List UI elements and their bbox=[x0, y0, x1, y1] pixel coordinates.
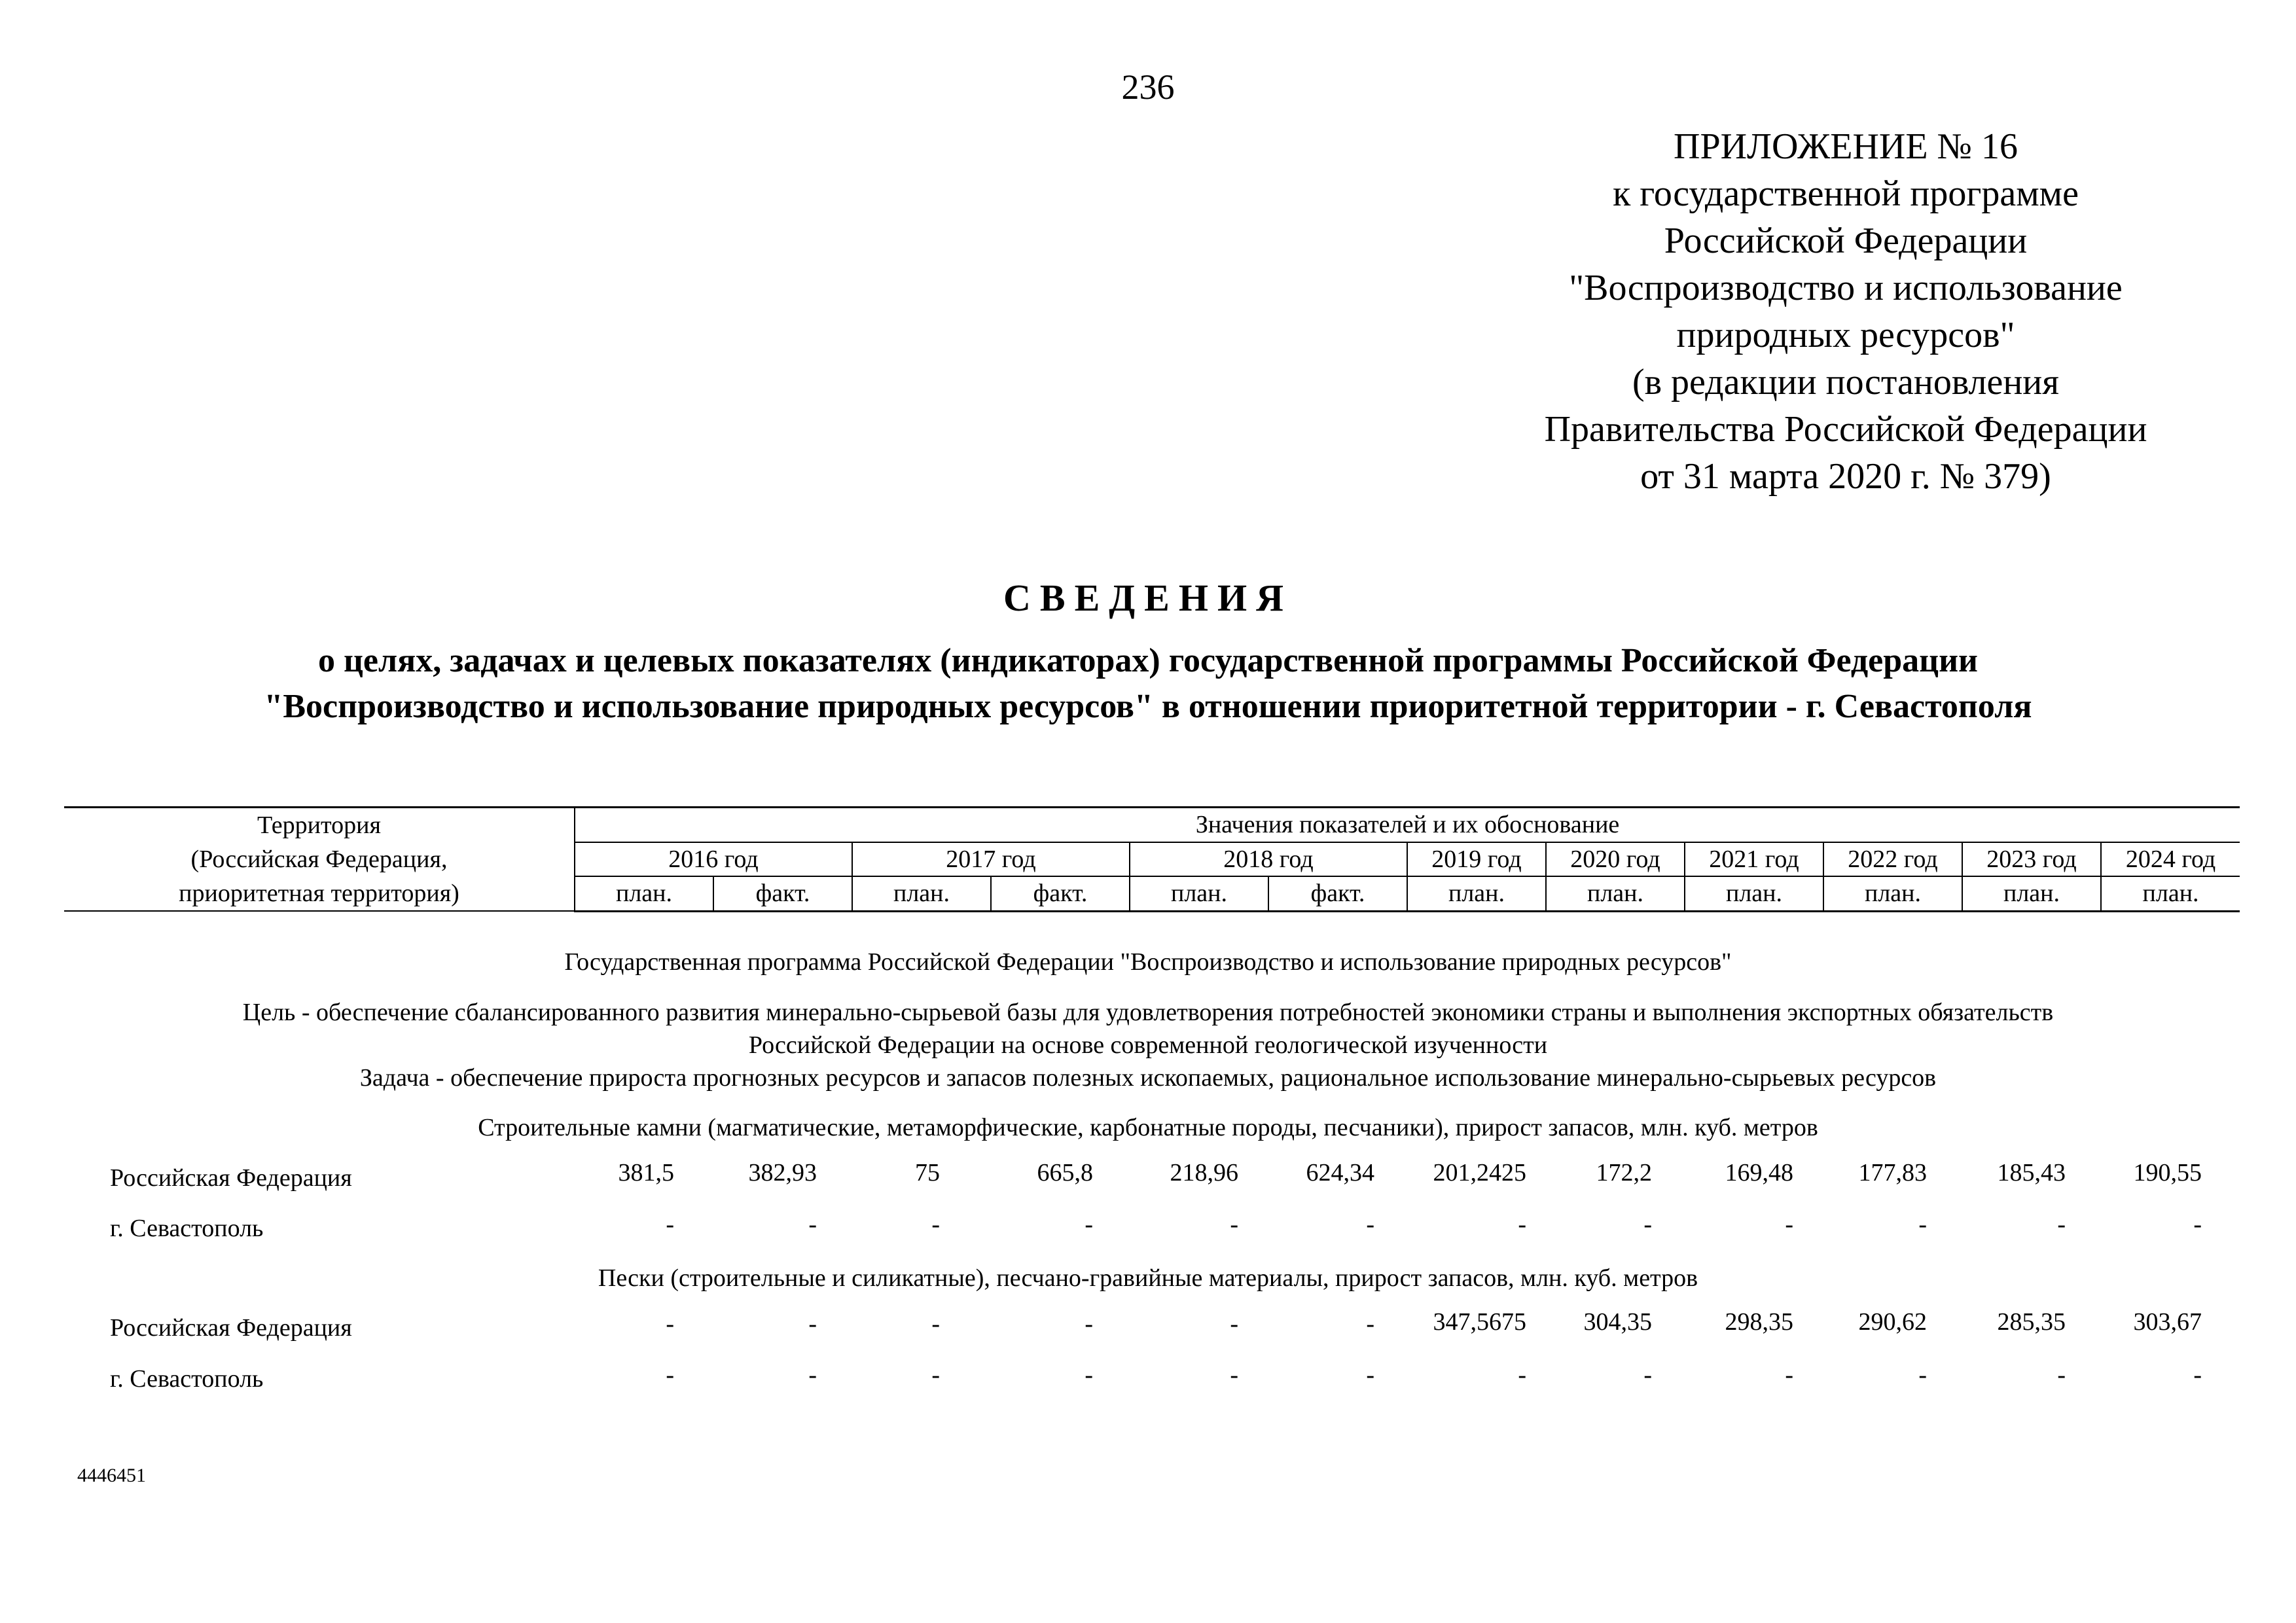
value-cell: - bbox=[1366, 1310, 1374, 1338]
value-cell: - bbox=[2057, 1211, 2066, 1238]
appendix-line: ПРИЛОЖЕНИЕ № 16 bbox=[1674, 126, 2018, 167]
appendix-line: Российской Федерации bbox=[1664, 221, 2028, 261]
value-cell: - bbox=[808, 1361, 817, 1389]
value-cell: - bbox=[1230, 1310, 1238, 1338]
value-cell: - bbox=[666, 1211, 674, 1238]
year-header: 2020 год bbox=[1546, 842, 1685, 876]
page-number: 236 bbox=[1121, 67, 1175, 107]
year-header: 2021 год bbox=[1685, 842, 1823, 876]
value-cell: - bbox=[1518, 1211, 1526, 1238]
subtitle-line: "Воспроизводство и использование природных ресурсов" в отношении приоритетной территории - г. Севастополя bbox=[264, 688, 2032, 725]
subcol-header: план. bbox=[1546, 876, 1685, 911]
value-cell: - bbox=[2193, 1361, 2202, 1389]
value-cell: 177,83 bbox=[1858, 1159, 1927, 1186]
document-code: 4446451 bbox=[77, 1465, 146, 1486]
value-cell: 190,55 bbox=[2133, 1159, 2202, 1186]
value-cell: - bbox=[1366, 1211, 1374, 1238]
value-cell: - bbox=[1518, 1361, 1526, 1389]
territory-header-line: Территория bbox=[257, 812, 381, 839]
value-cell: - bbox=[1230, 1211, 1238, 1238]
value-cell: 347,5675 bbox=[1433, 1308, 1526, 1336]
subcol-header: план. bbox=[1823, 876, 1962, 911]
values-column-header: Значения показателей и их обоснование bbox=[575, 808, 2240, 842]
year-header: 2024 год bbox=[2101, 842, 2240, 876]
value-cell: 285,35 bbox=[1997, 1308, 2066, 1336]
value-cell: - bbox=[1366, 1361, 1374, 1389]
appendix-line: Правительства Российской Федерации bbox=[1544, 409, 2147, 450]
value-cell: - bbox=[666, 1310, 674, 1338]
subcol-header: план. bbox=[2101, 876, 2240, 911]
territory-name: Российская Федерация bbox=[110, 1314, 352, 1342]
value-cell: - bbox=[808, 1211, 817, 1238]
subcol-header: план. bbox=[575, 876, 713, 911]
appendix-line: от 31 марта 2020 г. № 379) bbox=[1640, 456, 2051, 497]
subcol-header: план. bbox=[1685, 876, 1823, 911]
value-cell: 381,5 bbox=[618, 1159, 674, 1186]
value-cell: - bbox=[931, 1361, 940, 1389]
subtitle-line: о целях, задачах и целевых показателях (индикаторах) государственной программы Российской Федерации bbox=[317, 642, 1979, 679]
year-header: 2019 год bbox=[1407, 842, 1546, 876]
program-title: Государственная программа Российской Федерации "Воспроизводство и использование природных ресурсов" bbox=[564, 948, 1732, 976]
value-cell: - bbox=[1230, 1361, 1238, 1389]
value-cell: 624,34 bbox=[1306, 1159, 1374, 1186]
year-header: 2018 год bbox=[1130, 842, 1407, 876]
goal-line: Цель - обеспечение сбалансированного развития минерально-сырьевой базы для удовлетворения потребностей экономики страны и выполнения экспортных обязательств bbox=[242, 999, 2054, 1026]
value-cell: - bbox=[1085, 1211, 1093, 1238]
value-cell: - bbox=[2193, 1211, 2202, 1238]
subcol-header: план. bbox=[1130, 876, 1268, 911]
appendix-line: "Воспроизводство и использование bbox=[1569, 268, 2123, 308]
appendix-block bbox=[1505, 123, 2186, 500]
appendix-line: (в редакции постановления bbox=[1632, 362, 2060, 402]
value-cell: - bbox=[931, 1211, 940, 1238]
value-cell: 304,35 bbox=[1583, 1308, 1652, 1336]
territory-name: г. Севастополь bbox=[110, 1215, 264, 1242]
value-cell: 75 bbox=[915, 1159, 940, 1186]
appendix-line: природных ресурсов" bbox=[1676, 315, 2015, 355]
territory-name: г. Севастополь bbox=[110, 1365, 264, 1393]
year-header: 2017 год bbox=[852, 842, 1130, 876]
document-title: СВЕДЕНИЯ bbox=[1003, 577, 1293, 619]
territory-header-line: приоритетная территория) bbox=[179, 880, 459, 907]
subcol-header: факт. bbox=[1268, 876, 1407, 911]
value-cell: 382,93 bbox=[748, 1159, 817, 1186]
value-cell: 169,48 bbox=[1725, 1159, 1793, 1186]
value-cell: - bbox=[1785, 1211, 1793, 1238]
value-cell: - bbox=[1085, 1310, 1093, 1338]
goal-line: Российской Федерации на основе современной геологической изученности bbox=[748, 1031, 1548, 1059]
value-cell: - bbox=[1918, 1361, 1927, 1389]
goal-text bbox=[0, 996, 2296, 1061]
value-cell: - bbox=[1643, 1211, 1652, 1238]
territory-header-line: (Российская Федерация, bbox=[190, 846, 448, 873]
subcol-header: план. bbox=[1407, 876, 1546, 911]
value-cell: 303,67 bbox=[2133, 1308, 2202, 1336]
indicator-title: Пески (строительные и силикатные), песчано-гравийные материалы, прирост запасов, млн. куб. метров bbox=[598, 1264, 1698, 1292]
value-cell: 665,8 bbox=[1037, 1159, 1093, 1186]
indicator-table-header bbox=[64, 806, 2240, 912]
value-cell: 298,35 bbox=[1725, 1308, 1793, 1336]
value-cell: - bbox=[1085, 1361, 1093, 1389]
value-cell: 290,62 bbox=[1858, 1308, 1927, 1336]
year-header: 2016 год bbox=[575, 842, 852, 876]
task-text: Задача - обеспечение прироста прогнозных ресурсов и запасов полезных ископаемых, рациональное использование минерально-сырьевых ресурсов bbox=[359, 1064, 1937, 1092]
value-cell: - bbox=[1918, 1211, 1927, 1238]
value-cell: - bbox=[1643, 1361, 1652, 1389]
value-cell: 172,2 bbox=[1596, 1159, 1652, 1186]
value-cell: - bbox=[2057, 1361, 2066, 1389]
subcol-header: план. bbox=[1962, 876, 2101, 911]
document-subtitle bbox=[0, 638, 2296, 730]
year-header: 2022 год bbox=[1823, 842, 1962, 876]
territory-name: Российская Федерация bbox=[110, 1164, 352, 1192]
value-cell: - bbox=[1785, 1361, 1793, 1389]
value-cell: 218,96 bbox=[1170, 1159, 1238, 1186]
appendix-line: к государственной программе bbox=[1613, 173, 2079, 214]
subcol-header: план. bbox=[852, 876, 991, 911]
subcol-header: факт. bbox=[991, 876, 1130, 911]
subcol-header: факт. bbox=[713, 876, 852, 911]
indicator-title: Строительные камни (магматические, метаморфические, карбонатные породы, песчаники), прирост запасов, млн. куб. метров bbox=[478, 1114, 1818, 1141]
value-cell: - bbox=[931, 1310, 940, 1338]
territory-column-header bbox=[64, 808, 575, 912]
value-cell: - bbox=[666, 1361, 674, 1389]
value-cell: 201,2425 bbox=[1433, 1159, 1526, 1186]
value-cell: 185,43 bbox=[1997, 1159, 2066, 1186]
value-cell: - bbox=[808, 1310, 817, 1338]
year-header: 2023 год bbox=[1962, 842, 2101, 876]
